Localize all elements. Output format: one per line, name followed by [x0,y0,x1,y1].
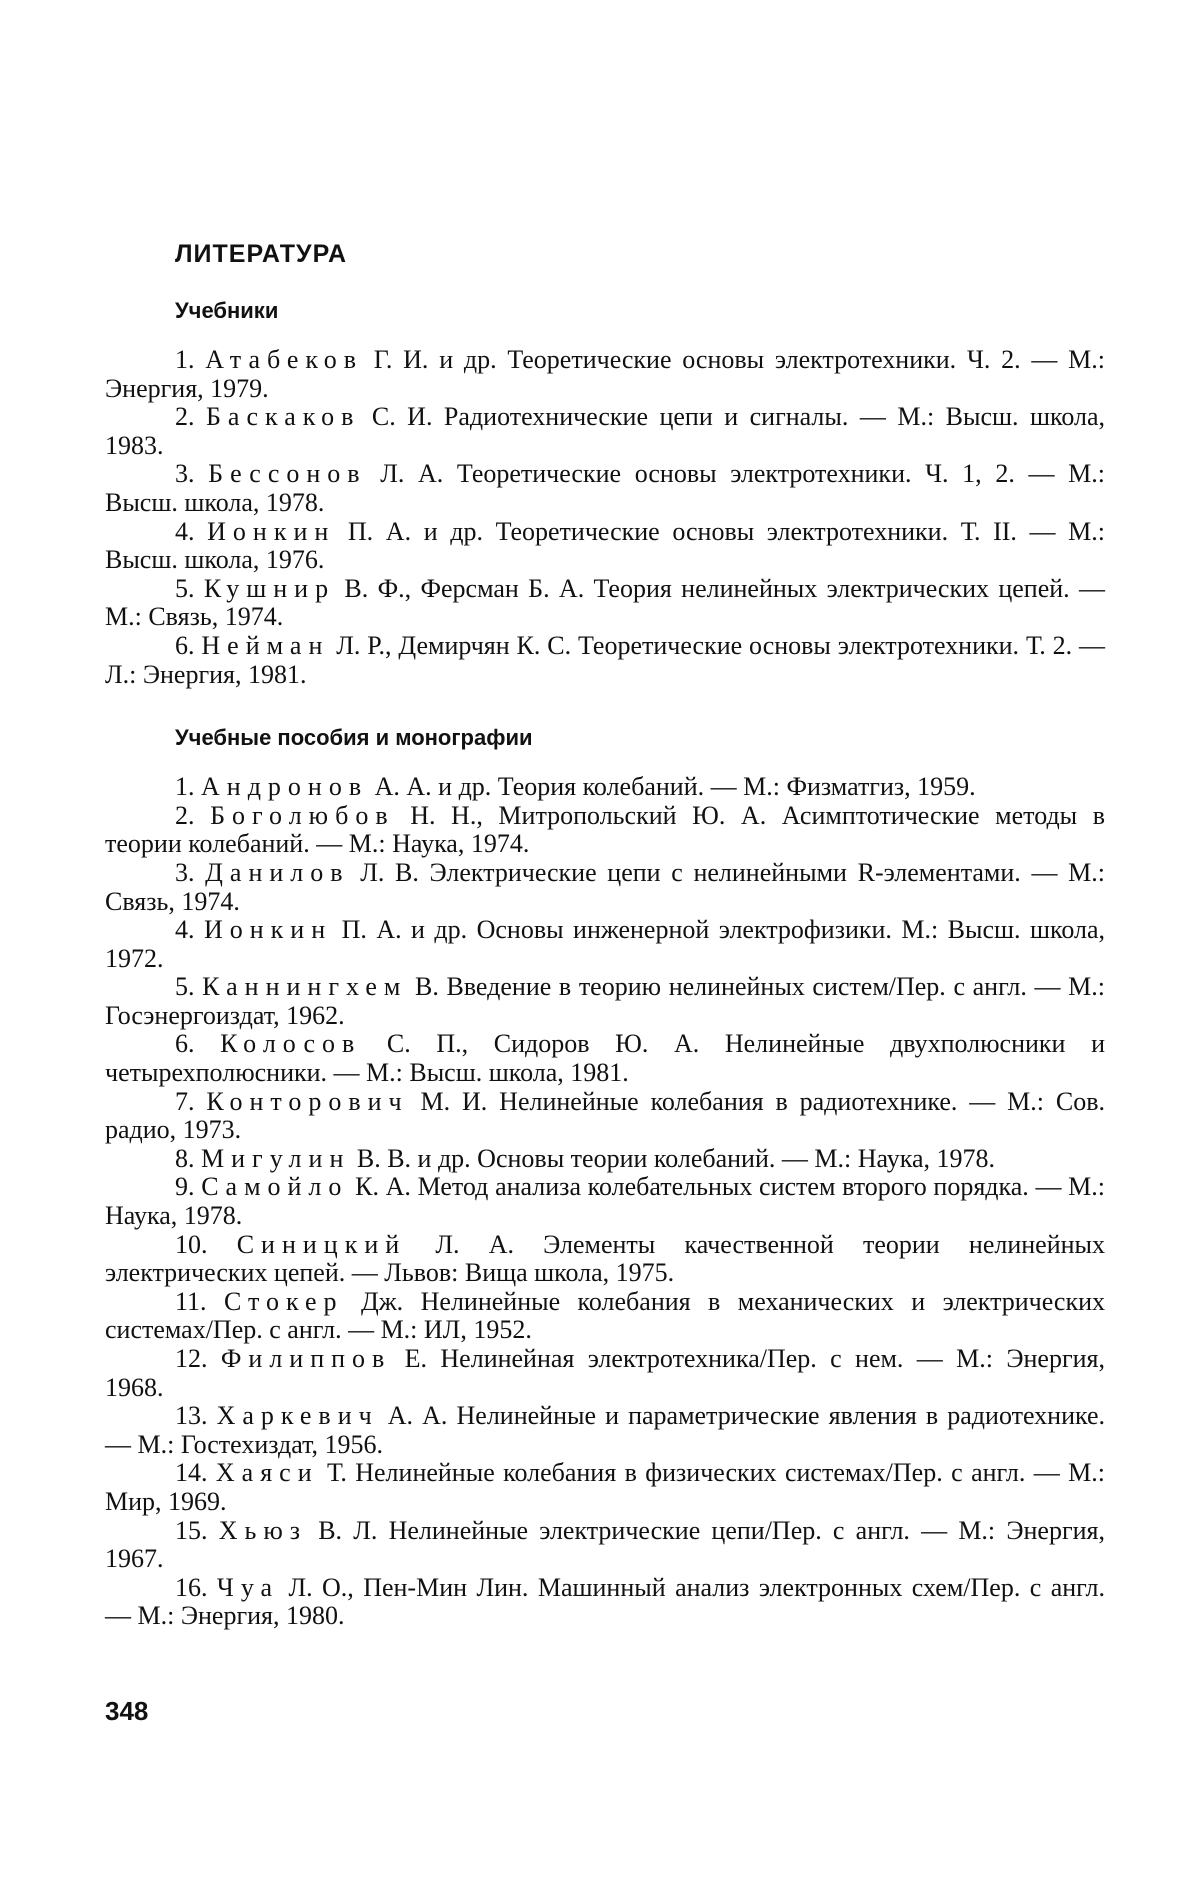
reference-entry [105,518,1105,575]
entry-text: А. А. Нелинейные и параметрические явления в радиотехнике. — М.: Гостехиздат, 1956. [105,1401,1106,1459]
entry-number: 3. [175,857,195,887]
page-content [105,240,1105,1631]
reference-entry [105,973,1105,1030]
entry-number: 5. [175,573,195,603]
entry-text: А. А. и др. Теория колебаний. — М.: Физматгиз, 1959. [368,772,976,802]
reference-entry [105,1345,1105,1402]
entry-number: 2. [175,402,195,432]
entry-author: Колосов [220,1029,362,1059]
entry-text: П. А. и др. Теоретические основы электротехники. Т. II. — М.: Высш. школа, 1976. [105,516,1105,575]
entry-text: Л. А. Элементы качественной теории нелинейных электрических цепей. — Львов: Вища школа, 1975. [105,1229,1105,1288]
entry-number: 4. [175,915,195,945]
entry-number: 5. [175,972,195,1002]
entry-text: Л. В. Электрические цепи с нелинейными R-элементами. — М.: Связь, 1974. [105,857,1105,916]
reference-entry [105,632,1105,689]
entry-text: К. А. Метод анализа колебательных систем второго порядка. — М.: Наука, 1978. [105,1172,1105,1231]
entry-text: В. Введение в теорию нелинейных систем/Пер. с англ. — М.: Госэнергоиздат, 1962. [105,972,1106,1030]
entry-author: Харкевич [216,1401,379,1431]
entry-text: Л. Р., Демирчян К. С. Теоретические основы электротехники. Т. 2. — Л.: Энергия, 1981. [105,630,1106,689]
reference-entry [105,575,1105,632]
entry-number: 1. [175,772,195,802]
entry-text: В. Л. Нелинейные электрические цепи/Пер. с англ. — М.: Энергия, 1967. [105,1515,1106,1574]
reference-entry [105,403,1105,460]
entry-author: Нейман [201,630,330,660]
entry-text: Дж. Нелинейные колебания в механических и электрических системах/Пер. с англ. — М.: ИЛ, 1952. [105,1286,1106,1345]
reference-entry [105,1173,1105,1230]
entry-number: 9. [175,1172,195,1202]
entry-author: Ионкин [203,915,333,945]
page-number: 348 [105,1696,149,1726]
entry-text: Г. И. и др. Теоретические основы электротехники. Ч. 2. — М.: Энергия, 1979. [105,345,1105,403]
entry-number: 15. [175,1515,208,1545]
entry-author: Данилов [205,857,350,887]
entry-text: Н. Н., Митропольский Ю. А. Асимптотические методы в теории колебаний. — М.: Наука, 1974. [105,800,1106,859]
entry-number: 13. [175,1401,208,1431]
entry-author: Кушнир [203,573,336,603]
entry-author: Конторович [206,1086,409,1116]
entry-number: 10. [175,1229,208,1259]
entry-author: Боголюбов [210,800,395,830]
reference-entry [105,859,1105,916]
entry-author: Хьюз [218,1515,308,1545]
entry-number: 6. [175,630,195,660]
entry-author: Каннингхем [202,972,408,1002]
entry-number: 1. [175,345,195,374]
reference-entry [105,1517,1105,1574]
entry-text: Л. А. Теоретические основы электротехники. Ч. 1, 2. — М.: Высш. школа, 1978. [105,459,1105,517]
entry-author: Синицкий [236,1229,407,1259]
reference-entry [105,1145,1105,1174]
entry-text: В. Ф., Ферсман Б. А. Теория нелинейных электрических цепей. — М.: Связь, 1974. [105,573,1106,632]
reference-entry [105,346,1105,403]
reference-entry [105,1288,1105,1345]
entry-author: Мигулин [201,1143,351,1173]
reference-entry [105,1402,1105,1459]
reference-entry [105,802,1105,859]
reference-entry [105,460,1105,517]
entry-text: П. А. и др. Основы инженерной электрофизики. М.: Высш. школа, 1972. [105,915,1106,973]
entry-text: М. И. Нелинейные колебания в радиотехнике. — М.: Сов. радио, 1973. [105,1086,1106,1145]
entry-number: 14. [175,1458,208,1488]
entry-number: 6. [175,1029,195,1059]
entry-author: Андронов [201,772,369,802]
entry-number: 8. [175,1143,195,1173]
reference-entry [105,1231,1105,1288]
entry-author: Чуа [216,1572,280,1602]
entry-number: 4. [175,516,195,546]
entry-text: С. И. Радиотехнические цепи и сигналы. — М.: Высш. школа, 1983. [105,402,1106,460]
entry-text: Т. Нелинейные колебания в физических системах/Пер. с англ. — М.: Мир, 1969. [105,1458,1105,1516]
entry-text: Л. О., Пен-Мин Лин. Машинный анализ электронных схем/Пер. с англ. — М.: Энергия, 1980. [105,1572,1105,1631]
entry-author: Стокер [224,1286,344,1316]
entry-author: Хаяси [215,1458,319,1488]
entry-author: Самойло [201,1172,349,1202]
reference-entry [105,1030,1105,1087]
entry-number: 16. [175,1572,208,1602]
reference-entry [105,1459,1105,1516]
entry-text: Е. Нелинейная электротехника/Пер. с нем. — М.: Энергия, 1968. [105,1344,1105,1402]
entry-number: 11. [175,1286,207,1316]
entry-text: С. П., Сидоров Ю. А. Нелинейные двухполюсники и четырехполюсники. — М.: Высш. школа, 1981. [105,1029,1106,1088]
reference-entry [105,1574,1105,1631]
entry-author: Атабеков [205,345,363,374]
section-heading-monographs: Учебные пособия и монографии [175,725,533,751]
entry-number: 7. [175,1086,195,1116]
reference-entry [105,916,1105,973]
monographs-list [105,773,1105,1631]
section-heading-textbooks: Учебники [175,298,279,323]
entry-text: В. В. и др. Основы теории колебаний. — М.: Наука, 1978. [350,1143,996,1173]
reference-entry [105,1088,1105,1145]
entry-author: Ионкин [207,516,336,546]
entry-author: Филиппов [220,1344,392,1373]
entry-number: 2. [175,800,195,830]
entry-author: Баскаков [205,402,361,432]
entry-author: Бессонов [208,459,367,489]
entry-number: 3. [175,459,195,489]
page-title: ЛИТЕРАТУРА [175,240,348,268]
entry-number: 12. [175,1344,208,1373]
reference-entry [105,773,1105,802]
textbooks-list [105,346,1105,689]
